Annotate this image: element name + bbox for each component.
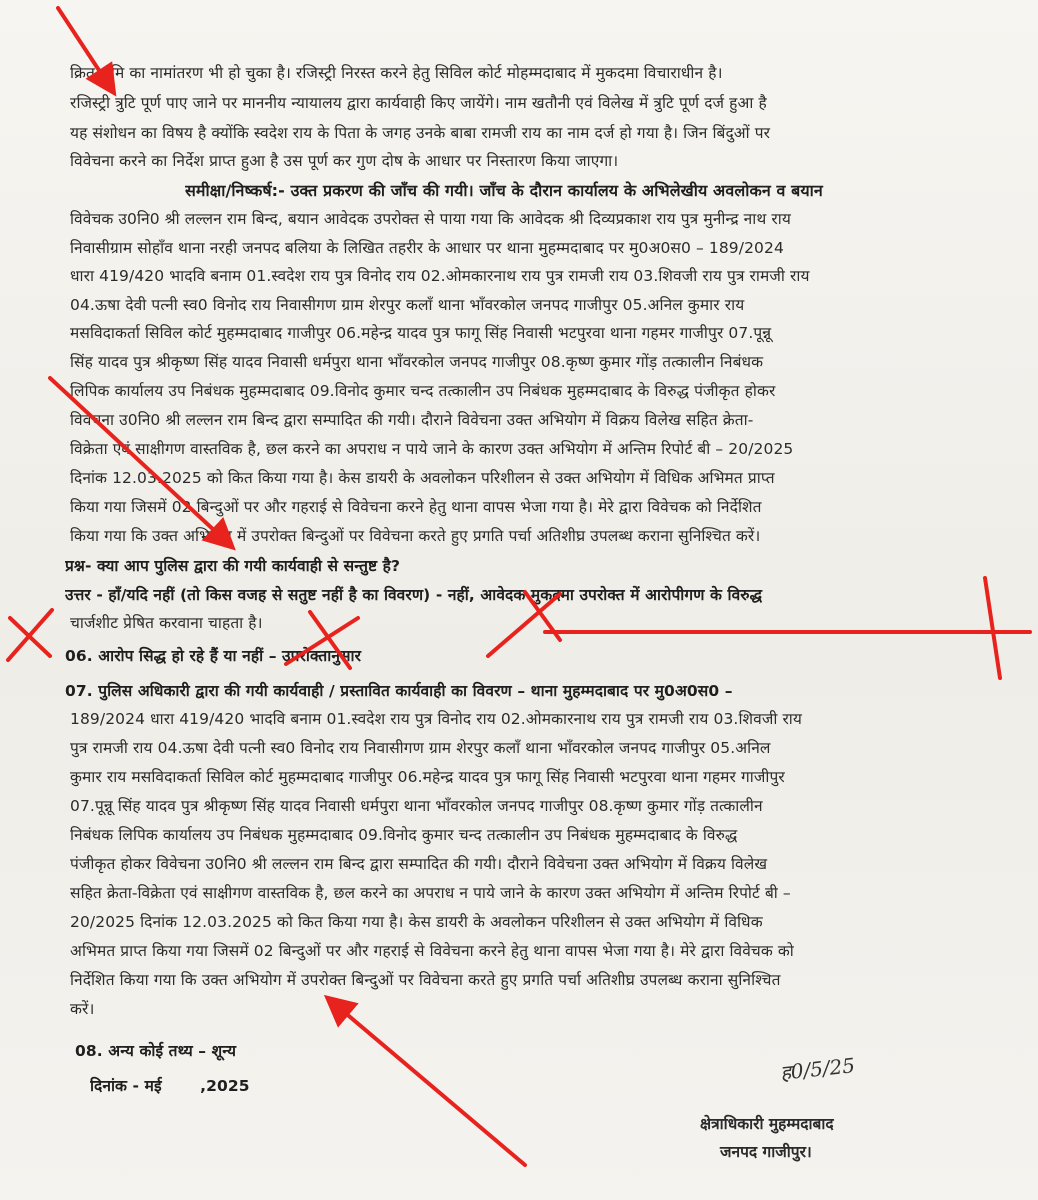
text-line: 20/2025 दिनांक 12.03.2025 को कित किया गया है। केस डायरी के अवलोकन परिशीलन से उक्त अभियोग में विधिक bbox=[70, 913, 763, 931]
text-line: 04.ऊषा देवी पत्नी स्व0 विनोद राय निवासीगण ग्राम शेरपुर कलाँ थाना भाँवरकोल जनपद गाजीपुर 05.अनिल कुमार राय bbox=[70, 296, 745, 314]
section-08: 08. अन्य कोई तथ्य – शून्य bbox=[75, 1042, 237, 1060]
text-line: विवेचना उ0नि0 श्री लल्लन राम बिन्द द्वारा सम्पादित की गयी। दौराने विवेचना उक्त अभियोग में विक्रय विलेख सहित क्रेता- bbox=[70, 411, 754, 429]
text-line: कुमार राय मसविदाकर्ता सिविल कोर्ट मुहम्मदाबाद गाजीपुर 06.महेन्द्र यादव पुत्र फागू सिंह निवासी भटपुरवा थाना गहमर गाजीपुर bbox=[70, 768, 785, 786]
section-heading-review: समीक्षा/निष्कर्ष:- उक्त प्रकरण की जाँच की गयी। जाँच के दौरान कार्यालय के अभिलेखीय अवलोकन व बयान bbox=[185, 181, 823, 200]
text-line: अभिमत प्राप्त किया गया जिसमें 02 बिन्दुओं पर और गहराई से विवेचना करने हेतु थाना वापस भेजा गया है। मेरे द्वारा विवेचक को bbox=[70, 942, 794, 960]
text-line: 189/2024 धारा 419/420 भादवि बनाम 01.स्वदेश राय पुत्र विनोद राय 02.ओमकारनाथ राय पुत्र रामजी राय 03.शिवजी राय bbox=[70, 710, 803, 728]
text-line: किया गया जिसमें 02 बिन्दुओं पर और गहराई से विवेचना करने हेतु थाना वापस भेजा गया है। मेरे द्वारा विवेचक को निर्देशित bbox=[70, 498, 762, 516]
text-line: किया गया कि उक्त अभियोग में उपरोक्त बिन्दुओं पर विवेचना करते हुए प्रगति पर्चा अतिशीघ्र उपलब्ध कराना सुनिश्चित करें। bbox=[70, 527, 761, 545]
question-line: प्रश्न- क्या आप पुलिस द्वारा की गयी कार्यवाही से सन्तुष्ट है? bbox=[65, 557, 401, 575]
text-line: सहित क्रेता-विक्रेता एवं साक्षीगण वास्तविक है, छल करने का अपराध न पाये जाने के कारण उक्त अभियोग में अन्तिम रिपोर्ट बी – bbox=[70, 884, 791, 902]
text-line: लिपिक कार्यालय उप निबंधक मुहम्मदाबाद 09.विनोद कुमार चन्द तत्कालीन उप निबंधक मुहम्मदाबाद के विरुद्ध पंजीकृत होकर bbox=[70, 382, 776, 400]
signature-block bbox=[700, 1110, 920, 1166]
handwritten-signature: ह0/5/25 bbox=[779, 1053, 857, 1085]
text-line: क्रित भूमि का नामांतरण भी हो चुका है। रजिस्ट्री निरस्त करने हेतु सिविल कोर्ट मोहम्मदाबाद में मुकदमा विचाराधीन है। bbox=[70, 64, 723, 82]
text-line: पुत्र रामजी राय 04.ऊषा देवी पत्नी स्व0 विनोद राय निवासीगण ग्राम शेरपुर कलाँ थाना भाँवरकोल जनपद गाजीपुर 05.अनिल bbox=[70, 739, 771, 757]
text-line: रजिस्ट्री त्रुटि पूर्ण पाए जाने पर माननीय न्यायालय द्वारा कार्यवाही किए जायेंगे। नाम खतौनी एवं विलेख में त्रुटि पूर्ण दर्ज हुआ है bbox=[70, 94, 767, 112]
text-line: विवेचक उ0नि0 श्री लल्लन राम बिन्द, बयान आवेदक उपरोक्त से पाया गया कि आवेदक श्री दिव्यप्रकाश राय पुत्र मुनीन्द्र नाथ राय bbox=[70, 210, 791, 228]
text-line: 07.पून्नू सिंह यादव पुत्र श्रीकृष्ण सिंह यादव निवासी धर्मपुरा थाना भाँवरकोल जनपद गाजीपुर 08.कृष्ण कुमार गोंड़ तत्कालीन bbox=[70, 797, 763, 815]
text-line: धारा 419/420 भादवि बनाम 01.स्वदेश राय पुत्र विनोद राय 02.ओमकारनाथ राय पुत्र रामजी राय 03.शिवजी राय पुत्र रामजी राय bbox=[70, 267, 810, 285]
section-06: 06. आरोप सिद्ध हो रहे हैं या नहीं – उपरोक्तानुसार bbox=[65, 647, 362, 665]
text-line: चार्जशीट प्रेषित करवाना चाहता है। bbox=[70, 614, 263, 632]
text-line: यह संशोधन का विषय है क्योंकि स्वदेश राय के पिता के जगह उनके बाबा रामजी राय का नाम दर्ज हो गया है। जिन बिंदुओं पर bbox=[70, 124, 771, 142]
text-line: मसविदाकर्ता सिविल कोर्ट मुहम्मदाबाद गाजीपुर 06.महेन्द्र यादव पुत्र फागू सिंह निवासी भटपुरवा थाना गहमर गाजीपुर 07.पून्नू bbox=[70, 324, 772, 342]
answer-line: उत्तर - हाँ/यदि नहीं (तो किस वजह से सतुष्ट नहीं है का विवरण) - नहीं, आवेदक मुकदमा उपरोक्त में आरोपीगण के विरुद्ध bbox=[65, 586, 763, 604]
text-line: निर्देशित किया गया कि उक्त अभियोग में उपरोक्त बिन्दुओं पर विवेचना करते हुए प्रगति पर्चा अतिशीघ्र उपलब्ध कराना सुनिश्चित bbox=[70, 971, 781, 989]
text-line: विवेचना करने का निर्देश प्राप्त हुआ है उस पूर्ण कर गुण दोष के आधार पर निस्तारण किया जाएगा। bbox=[70, 152, 619, 170]
section-07: 07. पुलिस अधिकारी द्वारा की गयी कार्यवाही / प्रस्तावित कार्यवाही का विवरण – थाना मुहम्मदाबाद पर मु0अ0स0 – bbox=[65, 682, 733, 700]
arrow-middle bbox=[50, 378, 230, 545]
text-line: पंजीकृत होकर विवेचना उ0नि0 श्री लल्लन राम बिन्द द्वारा सम्पादित की गयी। दौराने विवेचना उक्त अभियोग में विक्रय विलेख bbox=[70, 855, 768, 873]
designation: क्षेत्राधिकारी मुहम्मदाबाद bbox=[700, 1115, 834, 1133]
date-line: दिनांक - मई ,2025 bbox=[90, 1077, 250, 1095]
text-line: निबंधक लिपिक कार्यालय उप निबंधक मुहम्मदाबाद 09.विनोद कुमार चन्द तत्कालीन उप निबंधक मुहम्मदाबाद के विरुद्ध bbox=[70, 826, 738, 844]
text-line: निवासीग्राम सोहाँव थाना नरही जनपद बलिया के लिखित तहरीर के आधार पर थाना मुहम्मदाबाद पर मु0अ0स0 – 189/2024 bbox=[70, 239, 784, 257]
text-line: विक्रेता एवं साक्षीगण वास्तविक है, छल करने का अपराध न पाये जाने के कारण उक्त अभियोग में अन्तिम रिपोर्ट बी – 20/2025 bbox=[70, 440, 794, 458]
text-line: सिंह यादव पुत्र श्रीकृष्ण सिंह यादव निवासी धर्मपुरा थाना भाँवरकोल जनपद गाजीपुर 08.कृष्ण कुमार गोंड़ तत्कालीन निबंधक bbox=[70, 353, 764, 371]
text-line: करें। bbox=[70, 1000, 95, 1018]
text-line: दिनांक 12.03.2025 को कित किया गया है। केस डायरी के अवलोकन परिशीलन से उक्त अभियोग में विधिक अभिमत प्राप्त bbox=[70, 469, 775, 487]
district: जनपद गाजीपुर। bbox=[720, 1143, 812, 1161]
cross-mark-left bbox=[8, 610, 52, 660]
